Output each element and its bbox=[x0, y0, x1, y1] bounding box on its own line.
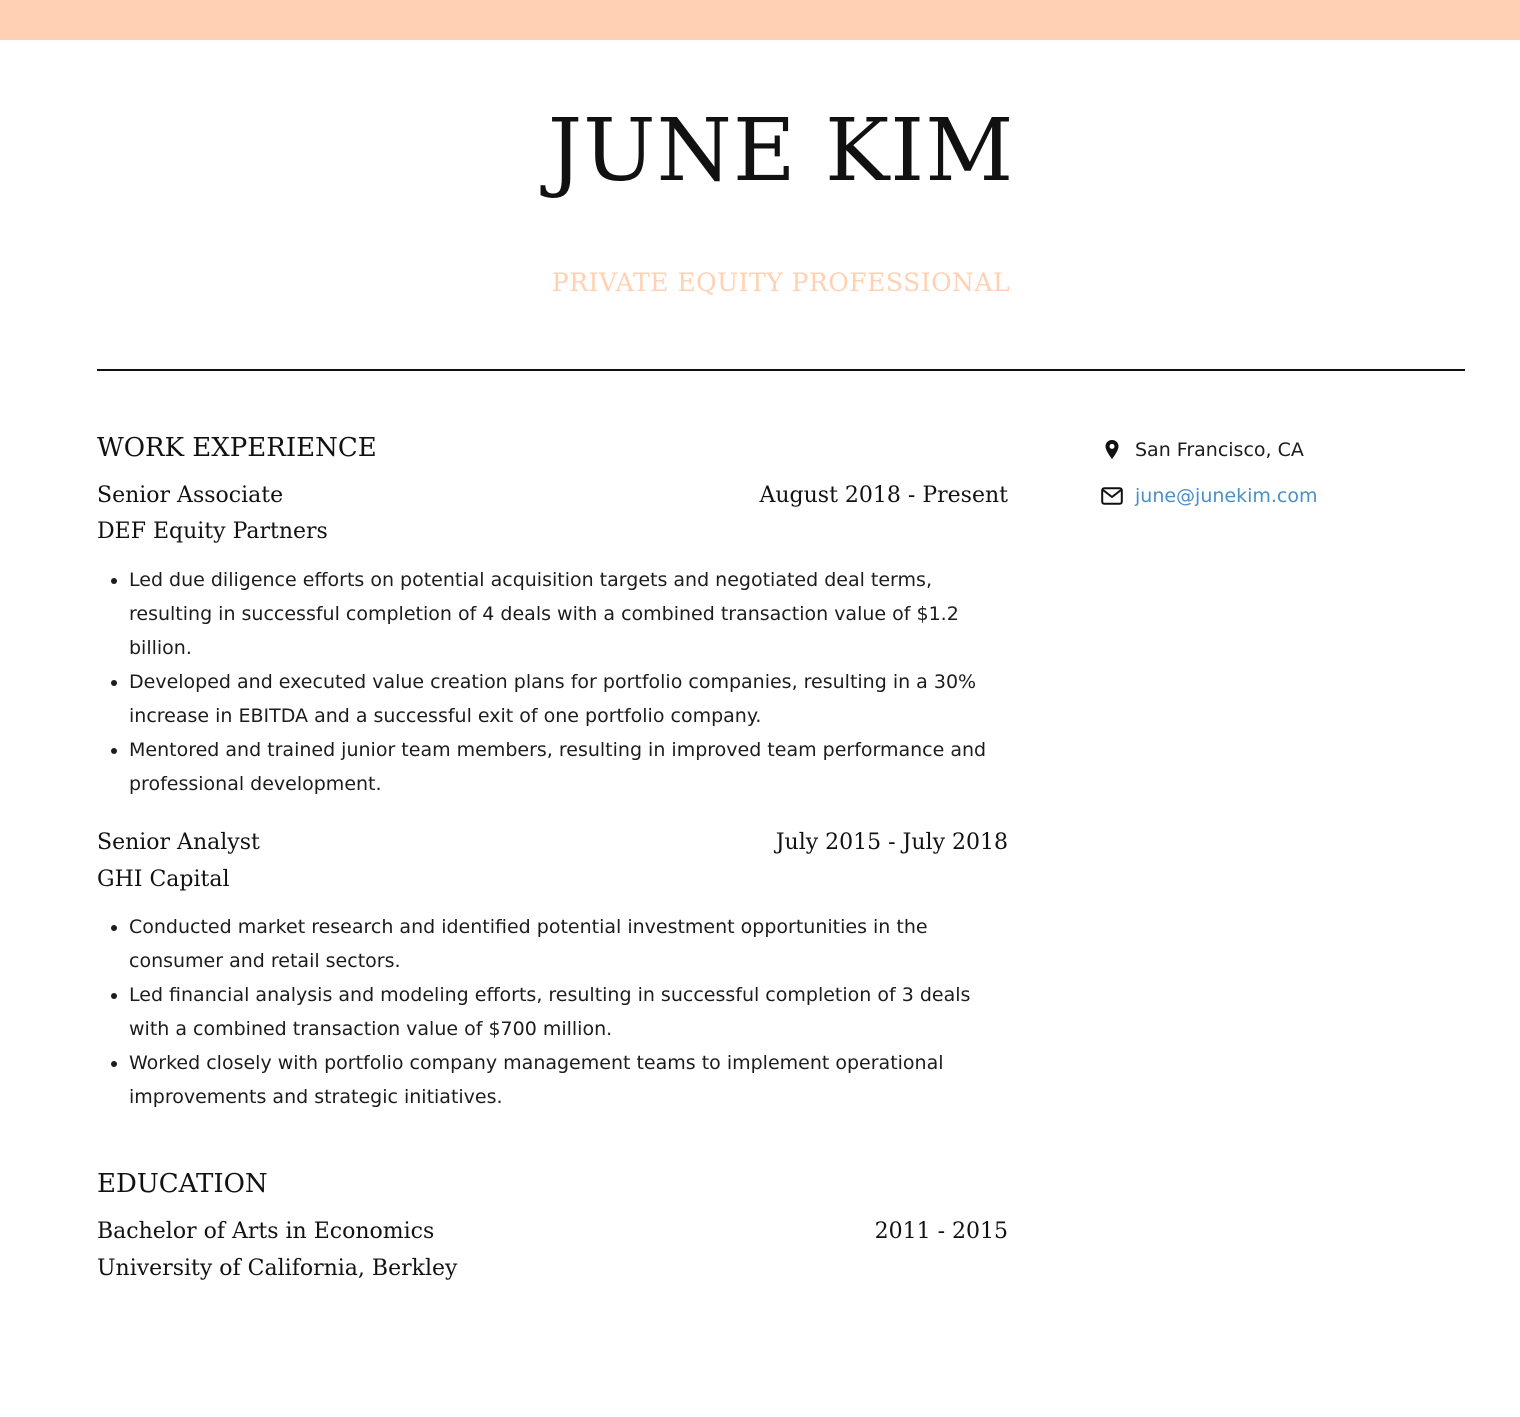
header-divider bbox=[97, 369, 1465, 371]
job-company: DEF Equity Partners bbox=[97, 519, 328, 545]
job-bullet: • Conducted market research and identified potential investment opportunities in the consumer and retail sectors. bbox=[129, 910, 1008, 978]
job-header bbox=[97, 829, 1008, 858]
job-bullet: • Led financial analysis and modeling efforts, resulting in successful completion of 3 deals with a combined transaction value of $700 million. bbox=[129, 978, 1008, 1046]
job-dates: August 2018 - Present bbox=[759, 482, 1008, 508]
location-text: San Francisco, CA bbox=[1135, 439, 1304, 461]
education-heading: EDUCATION bbox=[97, 1169, 268, 1200]
job-bullet: • Developed and executed value creation plans for portfolio companies, resulting in a 30% increase in EBITDA and a successful exit of one portfolio company. bbox=[129, 665, 1008, 733]
contact-sidebar bbox=[1100, 434, 1480, 526]
work-experience-section bbox=[97, 432, 1008, 1114]
job-bullets bbox=[97, 910, 1008, 1114]
map-pin-icon bbox=[1100, 438, 1124, 462]
job-bullets bbox=[97, 563, 1008, 801]
job-dates: July 2015 - July 2018 bbox=[775, 829, 1008, 855]
education-header bbox=[97, 1218, 1008, 1247]
top-accent-bar bbox=[0, 0, 1520, 40]
main-column bbox=[97, 432, 1008, 1283]
email-link[interactable]: june@junekim.com bbox=[1135, 485, 1318, 507]
job-entry bbox=[97, 482, 1008, 801]
work-experience-heading: WORK EXPERIENCE bbox=[97, 433, 377, 463]
candidate-name: JUNE KIM bbox=[547, 101, 1015, 201]
contact-location bbox=[1100, 434, 1480, 466]
professional-title: PRIVATE EQUITY PROFESSIONAL bbox=[551, 268, 1011, 297]
job-company: GHI Capital bbox=[97, 866, 230, 892]
job-bullet: • Led due diligence efforts on potential acquisition targets and negotiated deal terms, resulting in successful completion of 4 deals with a combined transaction value of $1.2 billion. bbox=[129, 563, 1008, 665]
job-role: Senior Analyst bbox=[97, 829, 260, 855]
education-dates: 2011 - 2015 bbox=[874, 1218, 1008, 1244]
envelope-icon bbox=[1100, 484, 1124, 508]
job-entry bbox=[97, 829, 1008, 1114]
education-section bbox=[97, 1168, 1008, 1283]
job-header bbox=[97, 482, 1008, 511]
job-bullet: • Mentored and trained junior team members, resulting in improved team performance and professional development. bbox=[129, 733, 1008, 801]
degree: Bachelor of Arts in Economics bbox=[97, 1218, 435, 1244]
contact-email bbox=[1100, 480, 1480, 512]
job-role: Senior Associate bbox=[97, 482, 284, 508]
school-name: University of California, Berkley bbox=[97, 1255, 458, 1281]
job-bullet: • Worked closely with portfolio company management teams to implement operational improvements and strategic initiatives. bbox=[129, 1046, 1008, 1114]
